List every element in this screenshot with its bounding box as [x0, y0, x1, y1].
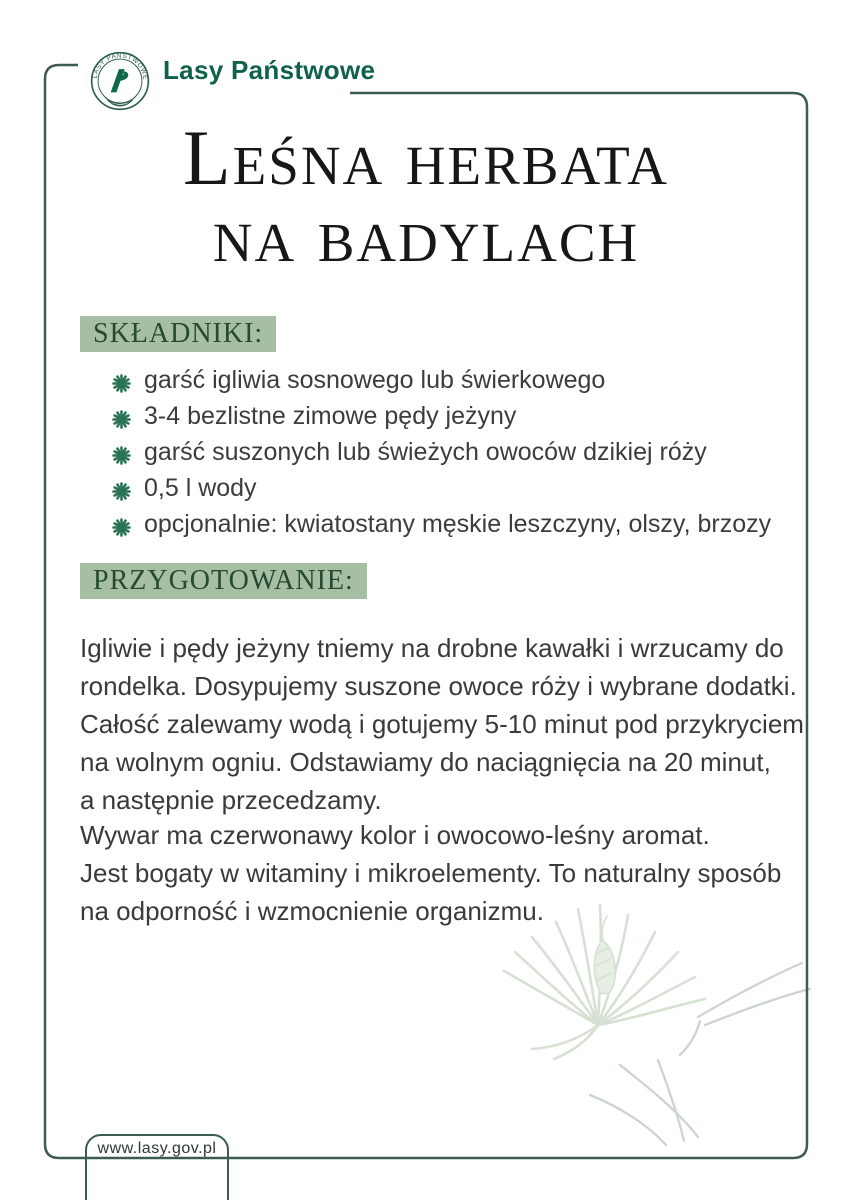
preparation-paragraph-2 [80, 816, 781, 930]
star-bullet-icon [112, 371, 131, 390]
star-bullet-icon [112, 479, 131, 498]
star-bullet-icon [112, 407, 131, 426]
list-item [112, 362, 771, 398]
star-bullet-icon [112, 443, 131, 462]
list-item [112, 434, 771, 470]
ingredient-text: garść igliwia sosnowego lub świerkowego [144, 365, 606, 394]
website-url: www.lasy.gov.pl [97, 1140, 217, 1157]
paragraph-line: Jest bogaty w witaminy i mikroelementy. To naturalny sposób [80, 858, 782, 888]
page-title [45, 114, 807, 278]
list-item [112, 506, 771, 542]
page-title-line2: na badylach [212, 191, 640, 278]
ingredient-text: opcjonalnie: kwiatostany męskie leszczyny, olszy, brzozy [144, 509, 772, 538]
ingredients-heading: SKŁADNIKI: [80, 316, 276, 352]
ingredient-text: garść suszonych lub świeżych owoców dzikiej róży [144, 437, 707, 466]
list-item [112, 470, 771, 506]
ingredient-text: 0,5 l wody [144, 473, 257, 502]
brand-name: Lasy Państwowe [163, 55, 376, 85]
preparation-heading: PRZYGOTOWANIE: [80, 563, 367, 599]
list-item [112, 398, 771, 434]
star-bullet-icon [112, 515, 131, 534]
paragraph-line: a następnie przecedzamy. [80, 785, 382, 815]
preparation-paragraph-1 [80, 629, 804, 819]
paragraph-line: Całość zalewamy wodą i gotujemy 5-10 minut pod przykryciem [80, 709, 804, 739]
paragraph-line: na odporność i wzmocnienie organizmu. [80, 896, 544, 926]
paragraph-line: Wywar ma czerwonawy kolor i owocowo-leśny aromat. [80, 820, 710, 850]
website-tab [85, 1134, 229, 1200]
logo-ring-text: LASY PAŃSTWOWE [91, 52, 149, 81]
paragraph-line: Igliwie i pędy jeżyny tniemy na drobne kawałki i wrzucamy do [80, 633, 784, 663]
lasy-panstwowe-logo-icon [90, 51, 150, 111]
paragraph-line: rondelka. Dosypujemy suszone owoce róży i wybrane dodatki. [80, 671, 797, 701]
ingredients-list [112, 362, 771, 542]
ingredient-text: 3-4 bezlistne zimowe pędy jeżyny [144, 401, 517, 430]
paragraph-line: na wolnym ogniu. Odstawiamy do naciągnięcia na 20 minut, [80, 747, 771, 777]
page-title-line1: Leśna herbata [183, 114, 669, 201]
